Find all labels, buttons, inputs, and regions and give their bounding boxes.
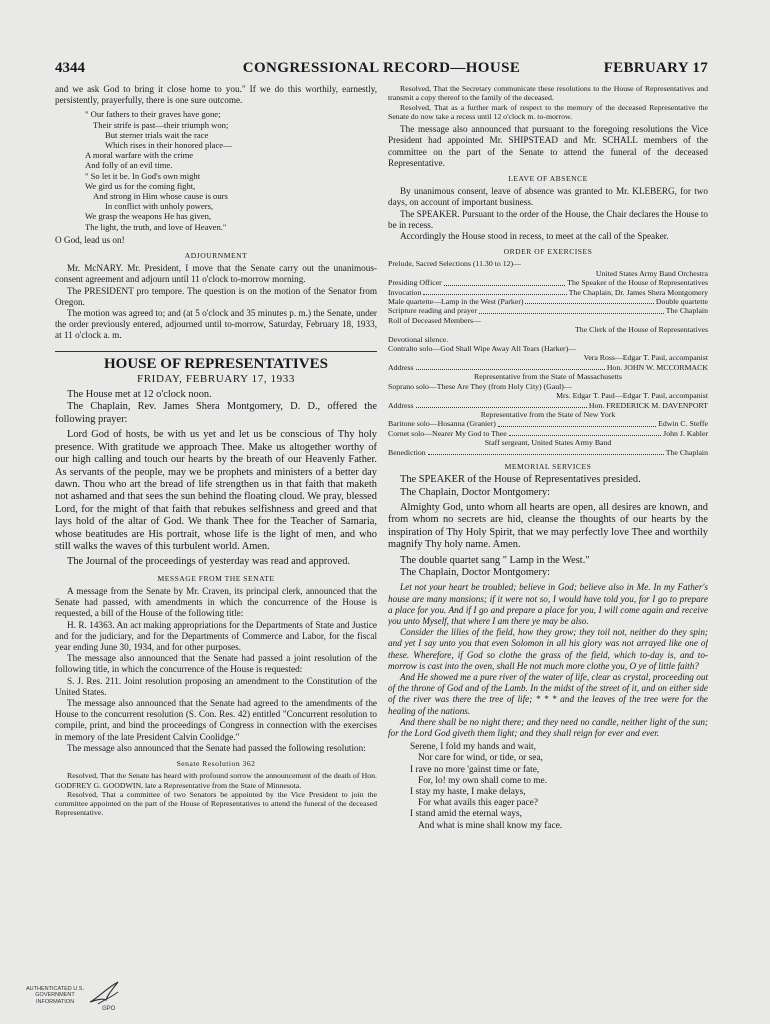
intro-paragraph: and we ask God to bring it close home to you." If we do this worthily, earnestly, persistently, prayerfully, there is one sure outcome. [55, 84, 377, 106]
paragraph: The SPEAKER. Pursuant to the order of the House, the Chair declares the House to be in recess. [388, 208, 708, 230]
poem-line: For, lo! my own shall come to me. [418, 775, 548, 786]
section-heading: MESSAGE FROM THE SENATE [157, 573, 275, 583]
paragraph: The message also announced that the Senate had passed a joint resolution of the following title, in which the concurrence of the House is requested: [55, 653, 377, 675]
poem-line: We grasp the weapons He has given, [85, 211, 212, 222]
program-item: Cornet solo—Nearer My God to Thee [388, 428, 507, 438]
poem-line: But sterner trials wait the race [105, 129, 209, 140]
authentication-stamp [20, 980, 140, 1018]
scripture-paragraph: And He showed me a pure river of the water of life, clear as crystal, proceeding out of the throne of God and of the Lamb. In the midst of the street of it, and on either side of the river was there the tree of life; * * * and the leaves of the tree were for the healing of the nations. [388, 672, 708, 716]
paragraph: The motion was agreed to; and (at 5 o'clock and 35 minutes p. m.) the Senate, under the order previously entered, adjourned until to-morrow, Saturday, February 18, 1933, at 11 o'clock a. m. [55, 308, 377, 341]
poem-line: In conflict with unholy powers, [105, 201, 214, 212]
program-row [388, 419, 708, 428]
program-performer: Hon. FREDERICK M. DAVENPORT [588, 400, 708, 410]
resolution-paragraph: Resolved, That the Secretary communicate these resolutions to the House of Representatives and transmit a copy thereof to the family of the deceased. [388, 84, 708, 103]
program-performer: The Chaplain [665, 306, 708, 316]
program-item: Presiding Officer [388, 278, 442, 288]
paragraph: A message from the Senate by Mr. Craven, its principal clerk, announced that the Senate had passed, with amendments in which the concurrence of the House is requested, a bill of the House of the following title: [55, 585, 377, 619]
program-line: The Clerk of the House of Representatives [575, 325, 708, 335]
paragraph: H. R. 14363. An act making appropriations for the Departments of State and Justice and for the judiciary, and for the Departments of Commerce and Labor, for the fiscal year ending June 30, 1934, and for other purposes. [55, 619, 377, 652]
scripture-paragraph: And there shall be no night there; and they need no candle, neither light of the sun; for the Lord God giveth them light; and they shall reign for ever and ever. [388, 716, 708, 739]
poem-line: I stay my haste, I make delays, [410, 787, 526, 798]
paragraph: Mr. McNARY. Mr. President, I move that the Senate carry out the unanimous-consent agreement and adjourn until 11 o'clock to-morrow morning. [55, 263, 377, 285]
prayer-paragraph: Lord God of hosts, be with us yet and let us be conscious of Thy holy presence. With gratitude we approach Thee. Make us altogether worthy of our high calling and touch our hearts by the breath of our Heavenly Father. As servants of the people, may we be prophets and ministers of a better day dawn. Thou who art the bread of life strengthen us in that faith that maketh not ashamed and that sees the sun behind the floating cloud. We pray, blessed Lord, for the might of that faith that rebukes selfishness and greed and that lays hold of the altar of God. We thank Thee for the Teacher of Samaria, whose beatitudes are His portrait, whose life is the light of men, and who still walks the waves of this turbulent world. Amen. [55, 429, 377, 552]
poem-line: We gird us for the coming fight, [85, 180, 196, 191]
poem-close: O God, lead us on! [55, 234, 125, 245]
poem-line: " So let it be. In God's own might [85, 170, 201, 181]
program-line: Staff sergeant, United States Army Band [484, 438, 612, 448]
poem-line: I rave no more 'gainst time or fate, [410, 764, 540, 775]
program-performer: John J. Kahler [663, 428, 708, 438]
program-item: Scripture reading and prayer [388, 306, 477, 316]
poem-line: Serene, I fold my hands and wait, [410, 742, 537, 753]
program-row [388, 278, 708, 287]
paragraph: The message also announced that the Senate had passed the following resolution: [67, 742, 366, 753]
day-heading: FRIDAY, FEBRUARY 17, 1933 [137, 372, 295, 385]
poem-line: For what avails this eager pace? [418, 798, 539, 809]
poem-line: A moral warfare with the crime [85, 150, 194, 161]
scripture-paragraph: Consider the lilies of the field, how they grow; they toil not, neither do they spin; and yet I say unto you that even Solomon in all his glory was not arrayed like one of these. Wherefore, if God so clothe the grass of the field, which to-day is, and to-morrow is cast into the oven, shall He not much more clothe you, O ye of little faith? [388, 627, 708, 671]
program-item: Male quartette—Lamp in the West (Parker) [388, 297, 524, 307]
poem-line: And what is mine shall know my face. [418, 820, 563, 831]
paragraph: The Chaplain, Doctor Montgomery: [400, 486, 551, 498]
program-line: Prelude, Sacred Selections (11.30 to 12)— [388, 259, 521, 269]
poem-line: Nor care for wind, or tide, or sea, [418, 753, 543, 764]
poem-block [85, 109, 377, 231]
program-item: Baritone solo—Hosanna (Granier) [388, 419, 496, 429]
resolution-paragraph: Resolved, That as a further mark of respect to the memory of the deceased Representative the Senate do now take a recess until 12 o'clock m. to-morrow. [388, 102, 708, 121]
program-performer: Hon. JOHN W. MCCORMACK [606, 362, 708, 372]
program-line: Vera Ross—Edgar T. Paul, accompanist [583, 353, 708, 363]
program-item: Invocation [388, 287, 422, 297]
gpo-label: GPO [102, 1006, 116, 1012]
right-column [388, 84, 708, 984]
prayer-paragraph: Almighty God, unto whom all hearts are open, all desires are known, and from whom no secrets are hid, cleanse the thoughts of our hearts by the inspiration of Thy Holy Spirit, that we may perfectly love Thee and worthily magnify Thy holy name. Amen. [388, 501, 708, 551]
program-line: United States Army Band Orchestra [595, 268, 708, 278]
program-row [388, 297, 708, 306]
program-performer: Edwin C. Steffe [658, 419, 708, 429]
program-row [388, 306, 708, 315]
program-performer: The Chaplain [665, 447, 708, 457]
program-line: Soprano solo—These Are They (from Holy City) (Gaul)— [388, 381, 572, 391]
page-number: 4344 [55, 60, 85, 76]
paragraph: The SPEAKER of the House of Representatives presided. [400, 474, 641, 486]
program-performer: The Chaplain, Dr. James Shera Montgomery [568, 287, 708, 297]
publication-title: CONGRESSIONAL RECORD—HOUSE [242, 60, 521, 76]
paragraph: The Journal of the proceedings of yesterday was read and approved. [67, 556, 351, 568]
poem-line: Their strife is past—their triumph won; [93, 119, 229, 130]
program-line: Representative from the State of New York [480, 409, 616, 419]
section-heading: MEMORIAL SERVICES [504, 461, 592, 471]
order-of-exercises [388, 259, 708, 457]
poem-line: The light, the truth, and love of Heaven." [85, 221, 227, 232]
paragraph: Accordingly the House stood in recess, to meet at the call of the Speaker. [400, 231, 669, 242]
paragraph: The message also announced that the Senate had agreed to the amendments of the House to the concurrent resolution (S. Con. Res. 42) entitled "Concurrent resolution to compile, print, and bind the proceedings of Congress in connection with the exercises in memory of the late President Calvin Coolidge." [55, 698, 377, 742]
resolution-heading: Senate Resolution 362 [176, 759, 256, 769]
closing-poem [410, 742, 708, 832]
left-column [55, 84, 377, 984]
paragraph: The message also announced that pursuant to the foregoing resolutions the Vice President had appointed Mr. SHIPSTEAD and Mr. SCHALL members of the committee on the part of the Senate to attend the funeral of the deceased Representative. [388, 124, 708, 168]
program-row [388, 363, 708, 372]
program-line: Contralto solo—God Shall Wipe Away All Tears (Harker)— [388, 344, 577, 354]
program-row [388, 448, 708, 457]
program-performer: Double quartette [655, 297, 708, 307]
program-item: Benediction [388, 447, 426, 457]
page-header [55, 60, 708, 80]
section-heading: ORDER OF EXERCISES [503, 247, 593, 257]
header-date: FEBRUARY 17 [603, 60, 708, 76]
program-line: Roll of Deceased Members— [388, 315, 481, 325]
paragraph: The Chaplain, Rev. James Shera Montgomery, D. D., offered the following prayer: [55, 401, 377, 425]
program-item: Address [388, 400, 414, 410]
program-line: Mrs. Edgar T. Paul—Edgar T. Paul, accompanist [556, 391, 708, 401]
poem-line: And strong in Him whose cause is ours [93, 191, 228, 202]
house-heading: HOUSE OF REPRESENTATIVES [55, 351, 377, 370]
paragraph: The PRESIDENT pro tempore. The question is on the motion of the Senator from Oregon. [55, 285, 377, 307]
section-heading: LEAVE OF ABSENCE [508, 174, 588, 183]
scripture-paragraph: Let not your heart be troubled; believe in God; believe also in Me. In my Father's house are many mansions; if it were not so, I would have told you, for I go to prepare a place for you. And if I go and prepare a place for you, I will come again and receive you unto Myself, that where I am there ye may be also. [388, 582, 708, 627]
program-row [388, 288, 708, 297]
poem-line: And folly of an evil time. [85, 160, 173, 171]
program-row [388, 429, 708, 438]
program-line: Representative from the State of Massachusetts [474, 372, 622, 382]
poem-line: " Our fathers to their graves have gone; [85, 109, 221, 120]
program-row [388, 401, 708, 410]
program-item: Address [388, 362, 414, 372]
program-line: Devotional silence. [388, 334, 449, 344]
paragraph: By unanimous consent, leave of absence was granted to Mr. KLEBERG, for two days, on account of important business. [388, 186, 708, 208]
paragraph: The double quartet sang " Lamp in the West." [400, 554, 590, 566]
paragraph: The Chaplain, Doctor Montgomery: [400, 567, 551, 578]
paragraph: The House met at 12 o'clock noon. [67, 389, 212, 401]
stamp-text: AUTHENTICATED U.S. GOVERNMENT INFORMATION [26, 986, 84, 1005]
section-heading: ADJOURNMENT [184, 251, 248, 261]
poem-line: I stand amid the eternal ways, [410, 809, 522, 820]
paragraph: S. J. Res. 211. Joint resolution proposing an amendment to the Constitution of the United States. [55, 675, 377, 697]
resolution-paragraph: Resolved, That a committee of two Senators be appointed by the Vice President to join the committee appointed on the part of the House of Representatives to attend the funeral of the deceased Representative. [55, 789, 377, 818]
poem-line: Which rises in their honored place— [105, 140, 232, 151]
program-performer: The Speaker of the House of Representatives [567, 278, 708, 288]
resolution-paragraph: Resolved, That the Senate has heard with profound sorrow the announcement of the death of Hon. GODFREY G. GOODWIN, late a Representative from the State of Minnesota. [55, 771, 377, 790]
